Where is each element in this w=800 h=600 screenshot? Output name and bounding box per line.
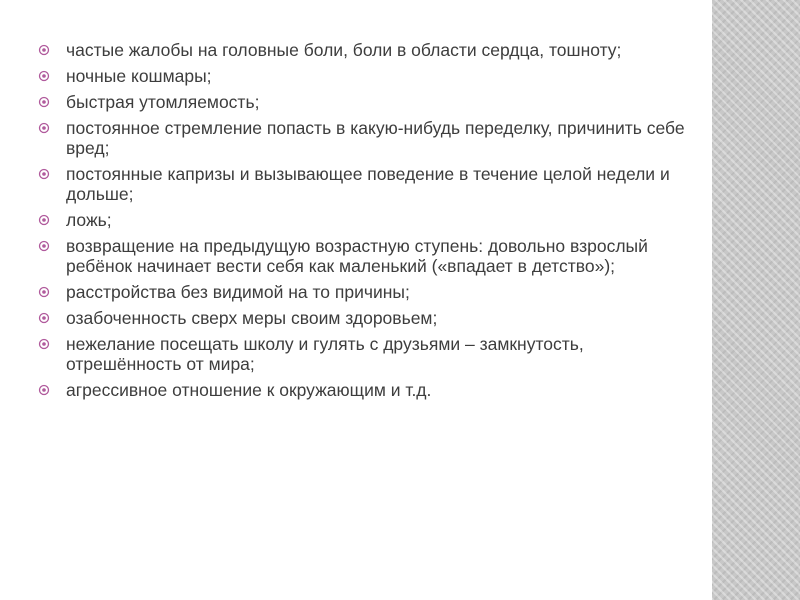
list-item <box>38 334 688 374</box>
circle-bullet-icon <box>38 44 50 56</box>
list-item <box>38 118 688 158</box>
list-item-text: возвращение на предыдущую возрастную ступень: довольно взрослый ребёнок начинает вести себя как маленький («впадает в детство»); <box>66 236 648 276</box>
list-item <box>38 308 688 328</box>
list-item-text: постоянные капризы и вызывающее поведение в течение целой недели и дольше; <box>66 164 670 204</box>
list-item <box>38 380 688 400</box>
list-item <box>38 92 688 112</box>
circle-bullet-icon <box>38 240 50 252</box>
list-item-text: ночные кошмары; <box>66 66 212 86</box>
bullet-list <box>38 40 688 400</box>
decorative-side-band <box>712 0 800 600</box>
circle-bullet-icon <box>38 286 50 298</box>
list-item-text: расстройства без видимой на то причины; <box>66 282 410 302</box>
list-item-text: постоянное стремление попасть в какую-нибудь переделку, причинить себе вред; <box>66 118 685 158</box>
list-item-text: агрессивное отношение к окружающим и т.д. <box>66 380 432 400</box>
circle-bullet-icon <box>38 168 50 180</box>
circle-bullet-icon <box>38 312 50 324</box>
list-item <box>38 282 688 302</box>
circle-bullet-icon <box>38 214 50 226</box>
circle-bullet-icon <box>38 70 50 82</box>
list-item-text: нежелание посещать школу и гулять с друзьями – замкнутость, отрешённость от мира; <box>66 334 584 374</box>
list-item <box>38 40 688 60</box>
circle-bullet-icon <box>38 384 50 396</box>
circle-bullet-icon <box>38 96 50 108</box>
list-item <box>38 210 688 230</box>
circle-bullet-icon <box>38 338 50 350</box>
list-item-text: частые жалобы на головные боли, боли в области сердца, тошноту; <box>66 40 622 60</box>
list-item <box>38 66 688 86</box>
list-item-text: ложь; <box>66 210 112 230</box>
list-item <box>38 164 688 204</box>
circle-bullet-icon <box>38 122 50 134</box>
list-item-text: озабоченность сверх меры своим здоровьем; <box>66 308 438 328</box>
list-item <box>38 236 688 276</box>
slide-content <box>38 40 688 406</box>
list-item-text: быстрая утомляемость; <box>66 92 260 112</box>
